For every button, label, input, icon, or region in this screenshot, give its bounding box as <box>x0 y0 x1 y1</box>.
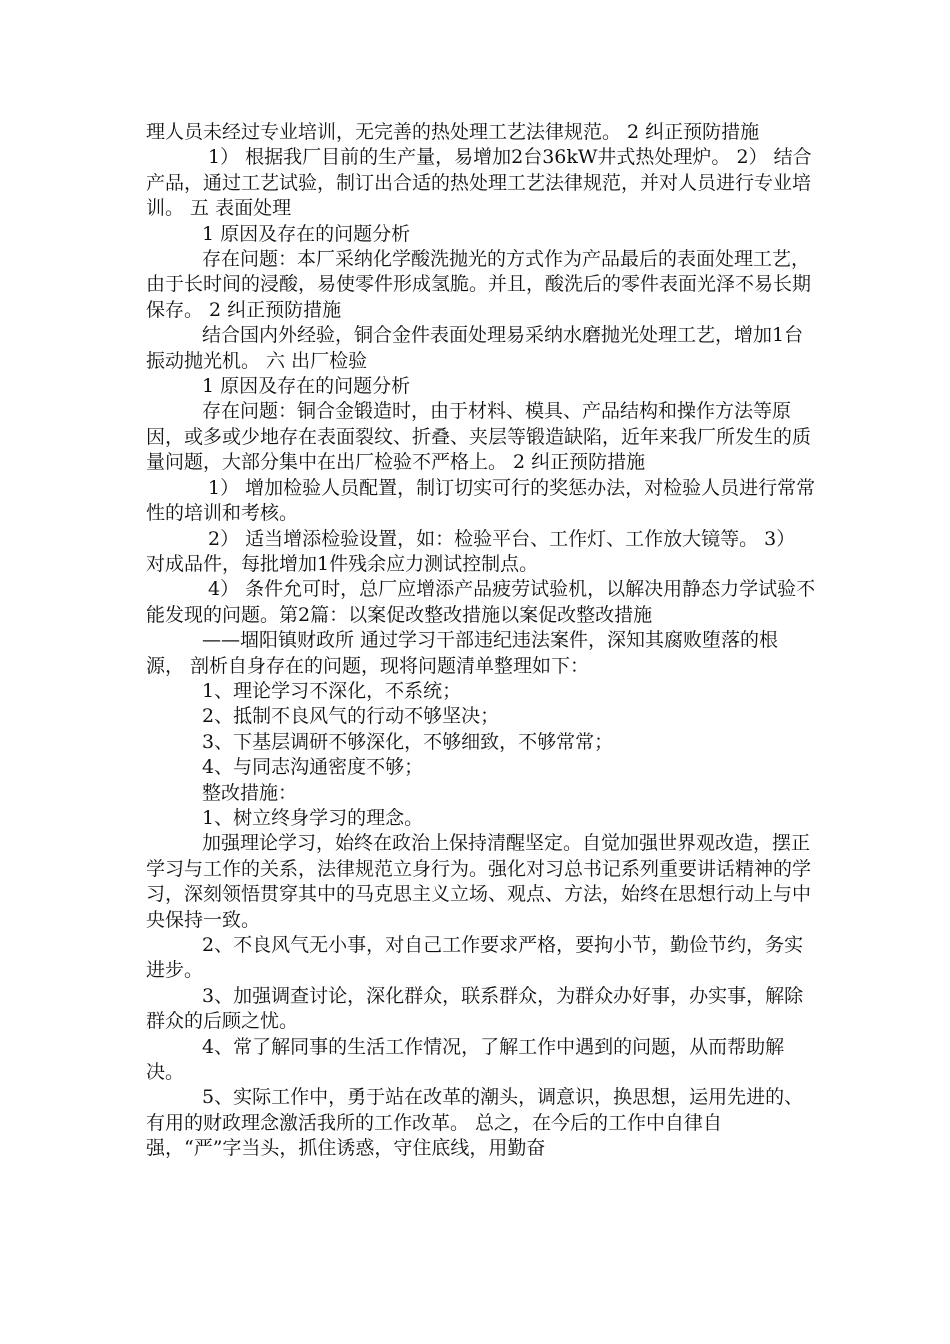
list-item: 4、常了解同事的生活工作情况，了解工作中遇到的问题，从而帮助解决。 <box>146 1035 785 1084</box>
list-item: 1、理论学习不深化，不系统； <box>202 679 462 702</box>
list-item: 2、不良风气无小事，对自己工作要求严格，要拘小节，勤俭节约，务实进步。 <box>146 934 804 982</box>
list-item: 4、与同志沟通密度不够； <box>202 756 424 779</box>
paragraph: 1） 增加检验人员配置，制订切实可行的奖惩办法，对检验人员进行常常性的培训和考核。 <box>146 476 816 525</box>
paragraph: 4） 条件允可时，总厂应增添产品疲劳试验机，以解决用静态力学试验不能发现的问题。第2篇：以案促改整改措施以案促改整改措施 <box>146 578 816 626</box>
list-item: 3、下基层调研不够深化，不够细致，不够常常； <box>202 730 614 753</box>
paragraph: 1 原因及存在的问题分析 <box>202 375 411 398</box>
document-body <box>146 120 816 1162</box>
paragraph: 结合国内外经验，铜合金件表面处理易采纳水磨抛光处理工艺，增加1台振动抛光机。 六 出厂检验 <box>146 324 804 372</box>
list-item: 2、抵制不良风气的行动不够坚决； <box>202 705 500 728</box>
paragraph: 2） 适当增添检验设置，如：检验平台、工作灯、工作放大镜等。 3） 对成品件，每批增加1件残余应力测试控制点。 <box>146 527 796 575</box>
section-heading: 整改措施： <box>202 781 298 804</box>
list-item: 3、加强调查讨论，深化群众，联系群众，为群众办好事，办实事，解除群众的后顾之忧。 <box>146 984 804 1033</box>
paragraph: 1） 根据我厂目前的生产量，易增加2台36kW井式热处理炉。 2） 结合产品，通过工艺试验，制订出合适的热处理工艺法律规范，并对人员进行专业培训。 五 表面处理 <box>146 146 812 220</box>
paragraph: ——堌阳镇财政所 通过学习干部违纪违法案件，深知其腐败堕落的根源， 剖析自身存在的问题，现将问题清单整理如下： <box>146 629 779 677</box>
list-item: 5、实际工作中，勇于站在改革的潮头，调意识，换思想，运用先进的、有用的财政理念激活我所的工作改革。 总之，在今后的工作中自律自强，“严”字当头，抓住诱惑，守住底线，用勤奋 <box>146 1086 804 1160</box>
paragraph: 存在问题：铜合金锻造时，由于材料、模具、产品结构和操作方法等原因，或多或少地存在表面裂纹、折叠、夹层等锻造缺陷，近年来我厂所发生的质量问题，大部分集中在出厂检验不严格上。 2 纠正预防措施 <box>146 400 812 474</box>
paragraph: 理人员未经过专业培训，无完善的热处理工艺法律规范。 2 纠正预防措施 <box>146 121 760 143</box>
paragraph: 加强理论学习，始终在政治上保持清醒坚定。自觉加强世界观改造，摆正学习与工作的关系，法律规范立身行为。强化对习总书记系列重要讲话精神的学习，深刻领悟贯穿其中的马克思主义立场、观点、方法，始终在思想行动上与中央保持一致。 <box>146 832 812 931</box>
paragraph: 存在问题：本厂采纳化学酸洗抛光的方式作为产品最后的表面处理工艺，由于长时间的浸酸，易使零件形成氢脆。并且，酸洗后的零件表面光泽不易长期保存。 2 纠正预防措施 <box>146 248 812 321</box>
list-item: 1、树立终身学习的理念。 <box>202 806 424 829</box>
paragraph: 1 原因及存在的问题分析 <box>202 222 411 245</box>
